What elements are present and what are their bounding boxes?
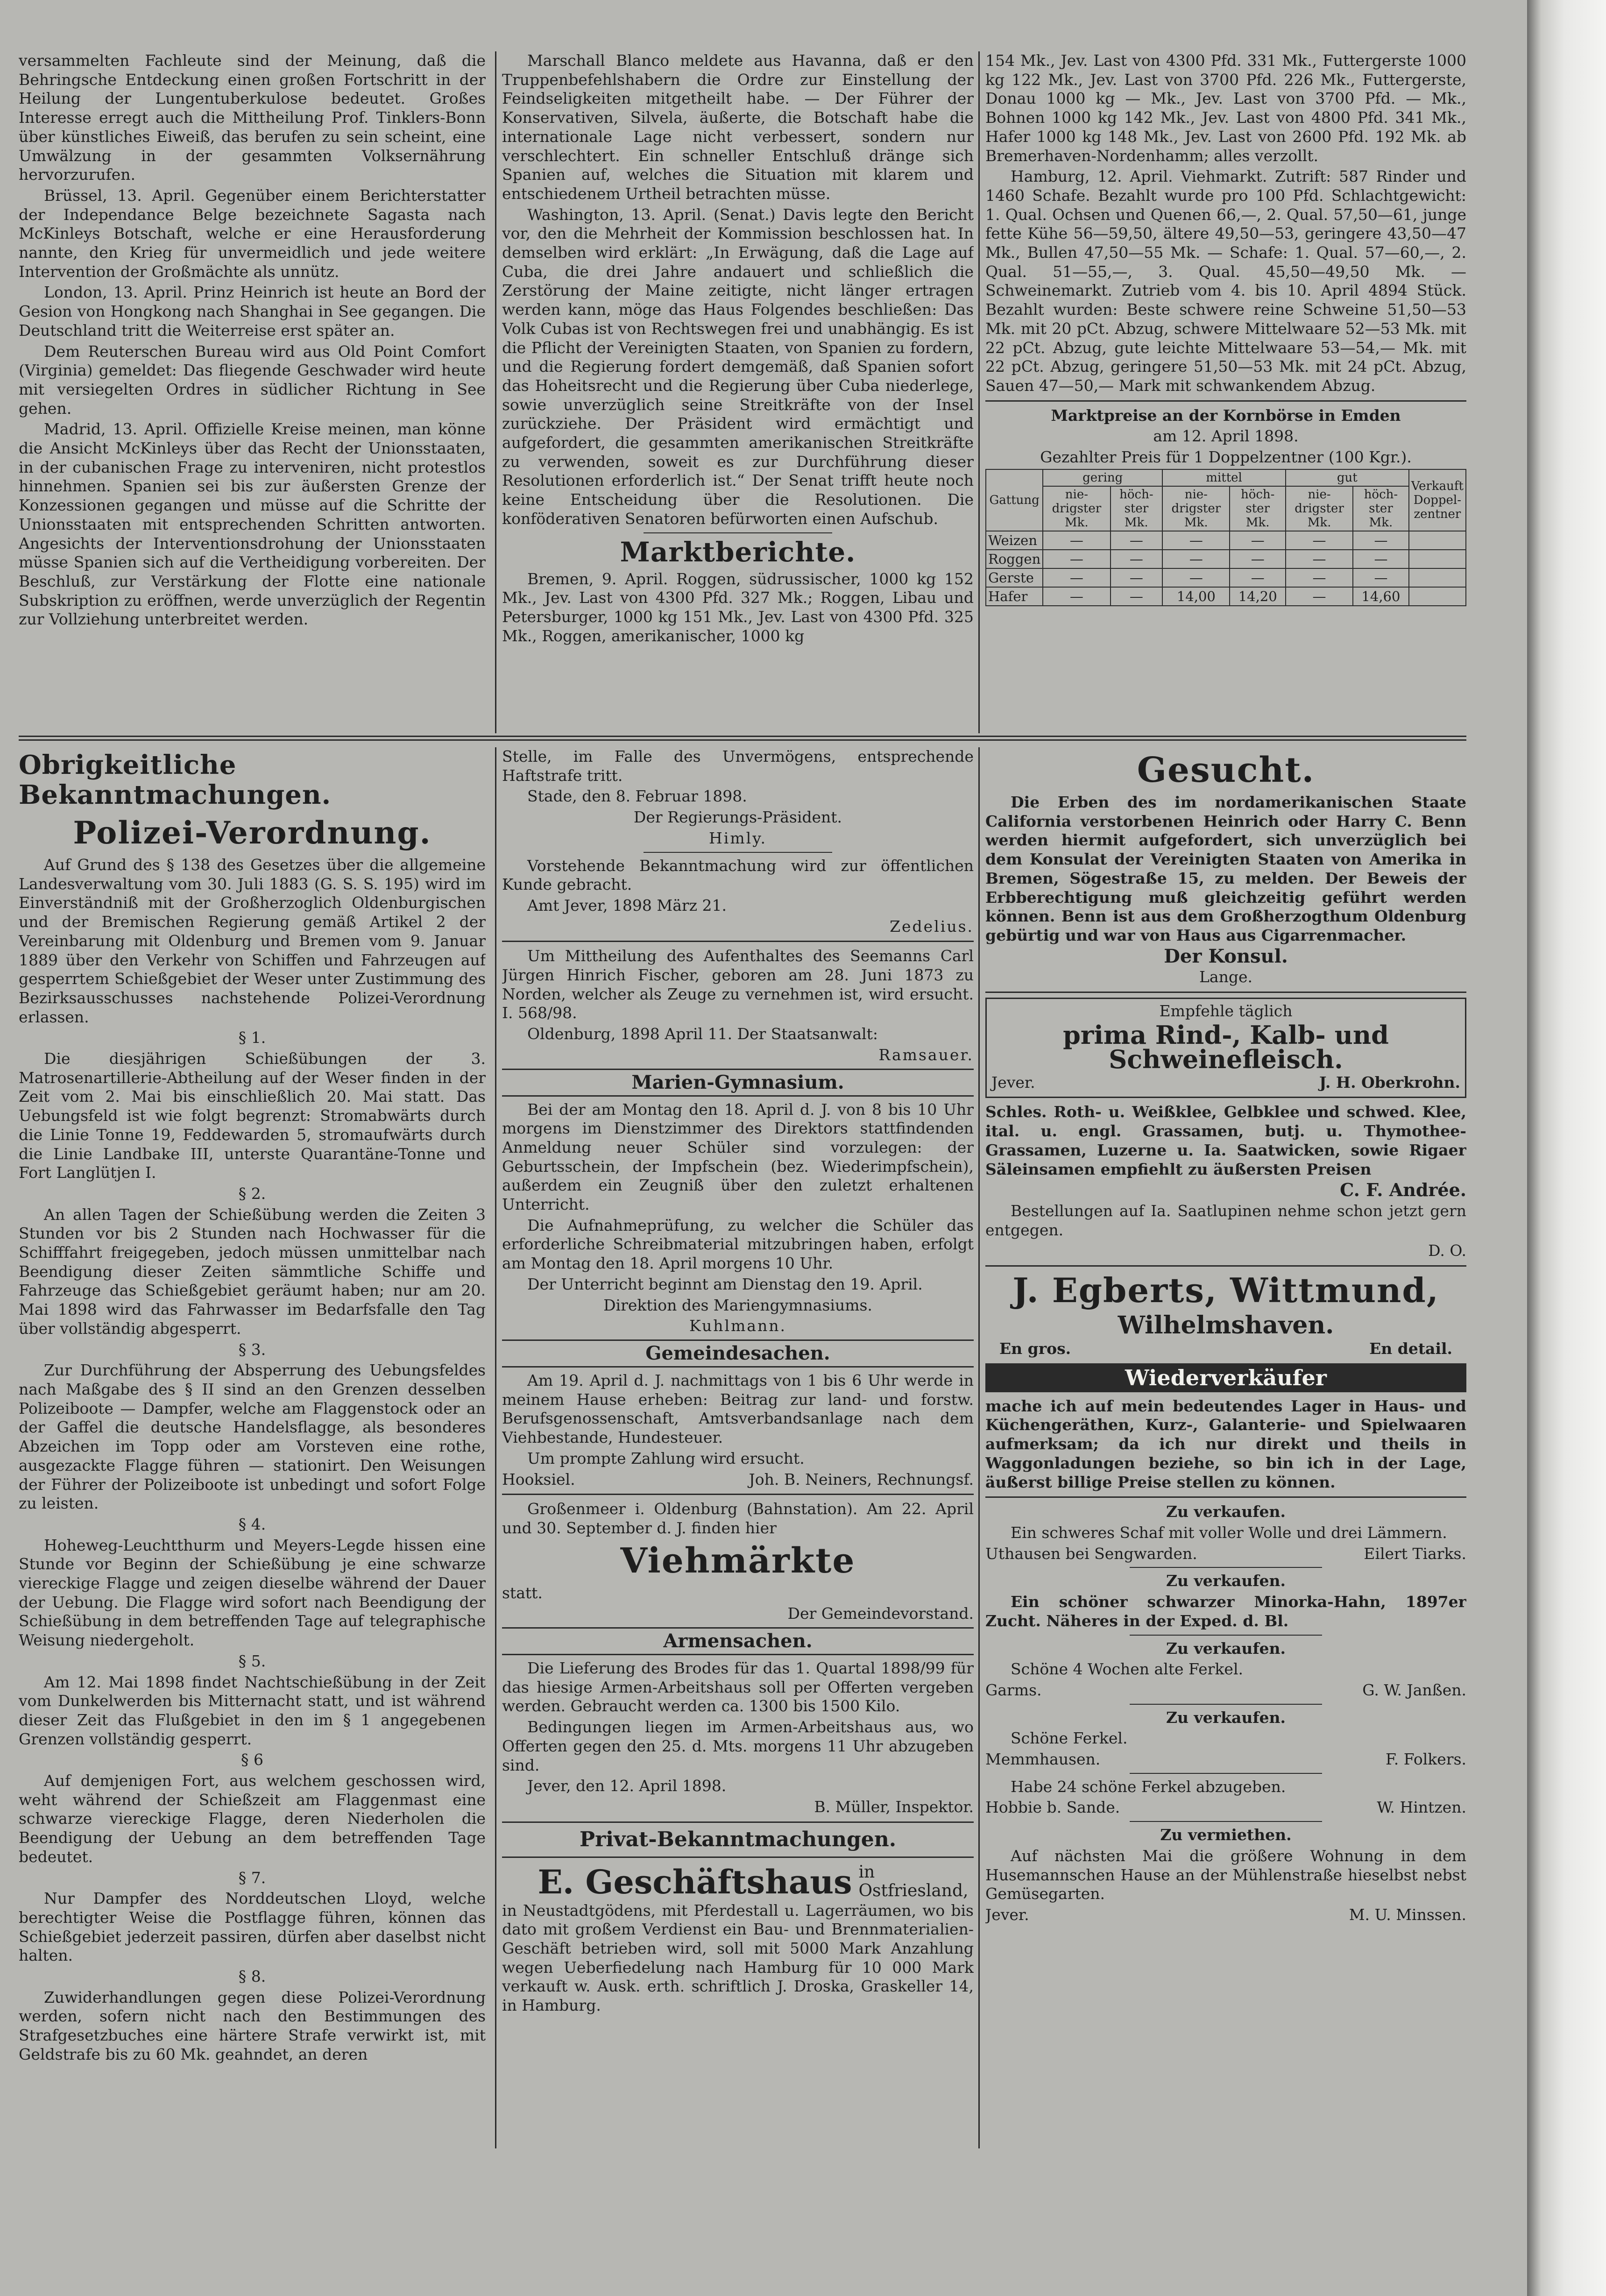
top-column-1 (19, 51, 486, 733)
table-cell: Weizen (986, 531, 1043, 550)
section-rule (502, 1857, 974, 1858)
geschaeftshaus-title: E. Geschäftshaus (538, 1862, 852, 1901)
signature-name: Lange. (1199, 968, 1252, 986)
paragraph-number: § 1. (238, 1028, 266, 1047)
signature-name: W. Hintzen. (1377, 1798, 1466, 1817)
table-cell: Gerste (986, 568, 1043, 587)
table-cell: — (1111, 550, 1163, 568)
table-cell: 14,00 (1162, 587, 1230, 606)
signature-line (985, 1798, 1466, 1817)
ad-text: Auf nächsten Mai die größere Wohnung in dem Husemannschen Hause an der Mühlenstraße hieselbst nebst Gemüsegarten. (985, 1846, 1466, 1903)
paragraph-text: Am 12. Mai 1898 findet Nachtschießübung in der Zeit vom Dunkelwerden bis Mitternacht statt, und ist während dieser Zeit das Flußgebiet in den im § 1 angegebenen Grenzen vollständig gesperrt. (19, 1672, 486, 1748)
paragraph-text: Hoheweg-Leuchtthurm und Meyers-Legde hissen eine Stunde vor Beginn der Schießübung je eine schwarze viereckige Flagge und zeigen dieselbe während der Dauer der Uebung. Die Flagge wird sofort nach Beendigung der Schießübung in dem betreffenden Tage auf telegraphische Weisung niedergeholt. (19, 1536, 486, 1650)
signature-place: Hooksiel. (502, 1470, 575, 1488)
signature-line (985, 1681, 1466, 1700)
column-rule (978, 747, 980, 2148)
table-cell: — (1353, 568, 1409, 587)
signature-place: Garms. (985, 1680, 1042, 1699)
signature-place: Jever. (985, 1905, 1029, 1924)
kornboerse-note: Gezahlter Preis für 1 Doppelzentner (100 Kgr.). (1040, 448, 1412, 467)
gesucht-heading: Gesucht. (1137, 750, 1315, 790)
section-rule (502, 941, 974, 942)
continuation-text: Stelle, im Falle des Unvermögens, entsprechende Haftstrafe tritt. (502, 747, 974, 785)
signature-date: Jever, den 12. April 1898. (527, 1777, 727, 1795)
notice-text: in Neustadtgödens, mit Pferdestall u. Lagerräumen, wo bis dato mit großem Verdienst ein Bau- und Brennmaterialien-Geschäft betrieben wird, soll mit 5000 Mark Anzahlung wegen Ueberfiedelung nach Hamburg für 10 000 Mark verkauft w. Ausk. erth. schriftlich J. Droska, Graskeller 14, in Hamburg. (502, 1901, 974, 2015)
table-subheader: höch-ster Mk. (1230, 486, 1285, 531)
signature-place: Hobbie b. Sande. (985, 1798, 1120, 1817)
table-header: gut (1286, 469, 1409, 486)
paragraph-text: Auf demjenigen Fort, aus welchem geschossen wird, weht während der Schießzeit am Flaggenmast eine schwarze viereckige Flagge, deren Niederholen die Beendigung der Uebung an dem betreffenden Tage bedeutet. (19, 1772, 486, 1866)
notice-text: Bedingungen liegen im Armen-Arbeitshaus aus, wo Offerten gegen den 25. d. Mts. morgens 11 Uhr abzugeben sind. (502, 1718, 974, 1774)
table-row (986, 587, 1466, 606)
table-header: Gattung (986, 469, 1043, 531)
signature-name: M. U. Minssen. (1349, 1905, 1466, 1924)
signature-name: D. O. (1428, 1241, 1466, 1260)
ad-box (985, 998, 1466, 1098)
bottom-column-1 (19, 747, 486, 2148)
paragraph-text: Die diesjährigen Schießübungen der 3. Matrosenartillerie-Abtheilung auf der Weser finden in der Zeit vom 2. Mai bis einschließlich 20. Mai statt. Das Uebungsfeld ist wie folgt begrenzt: Stromabwärts durch die Linie Tonne 19, Feddewarden 5, stromaufwärts durch die Linie Landbake III, unterste Quarantäne-Tonne und Fort Langlütjen I. (19, 1049, 486, 1182)
paragraph-number: § 5. (238, 1651, 266, 1670)
paragraph-number: § 7. (238, 1868, 266, 1887)
notice-text: Vorstehende Bekanntmachung wird zur öffentlichen Kunde gebracht. (502, 856, 974, 894)
table-subheader: nie-drigster Mk. (1286, 486, 1353, 531)
section-rule (1130, 1821, 1322, 1822)
paragraph-text: An allen Tagen der Schießübung werden die Zeiten 3 Stunden vor bis 2 Stunden nach Hochwasser für die Schifffahrt freigegeben, jedoch müssen unmittelbar nach Beendigung dieser Zeiten sämmtliche Schiffe und Fahrzeuge das Schießgebiet geräumt haben; nur am 20. Mai 1898 wird das Fahrwasser im Bedarfsfalle den Tag über vollständig abgesperrt. (19, 1205, 486, 1338)
signature-date: Amt Jever, 1898 März 21. (527, 896, 727, 914)
ad-heading: Zu vermiethen. (1160, 1826, 1292, 1844)
section-rule (644, 532, 832, 533)
top-col3-para: 154 Mk., Jev. Last von 4300 Pfd. 331 Mk., Futtergerste 1000 kg 122 Mk., Jev. Last von 3700 Pfd. 226 Mk., Futtergerste, Donau 1000 kg — Mk., Jev. Last von 3700 Pfd. — Mk., Bohnen 1000 kg 142 Mk., Jev. Last von 4800 Pfd. 341 Mk., Hafer 1000 kg 148 Mk., Jev. Last von 2600 Pfd. 192 Mk. ab Bremerhaven-Nordenhamm; alles verzollt. (985, 51, 1466, 165)
signature-name: Kuhlmann. (689, 1317, 786, 1335)
signature-line (502, 1470, 974, 1489)
signature-place: Jever. (991, 1073, 1035, 1091)
top-col1-para: Dem Reuterschen Bureau wird aus Old Point Comfort (Virginia) gemeldet: Das fliegende Geschwader wird heute mit versiegelten Ordres in südlicher Richtung in See gehen. (19, 342, 486, 418)
paragraph-number: § 8. (238, 1967, 266, 1986)
signature-name: F. Folkers. (1386, 1750, 1466, 1769)
ad-heading: Zu verkaufen. (1166, 1639, 1286, 1658)
section-rule (502, 1494, 974, 1495)
egberts-city: Wilhelmshaven. (1118, 1311, 1334, 1340)
signature-role: Der Konsul. (1164, 945, 1288, 967)
table-cell: 14,20 (1230, 587, 1285, 606)
table-row (986, 568, 1466, 587)
table-cell: — (1111, 587, 1163, 606)
paragraph-text: Nur Dampfer des Norddeutschen Lloyd, welche berechtigter Weise die Postflagge führen, können das Schießgebiet jederzeit passiren, dürfen aber daselbst nicht halten. (19, 1889, 486, 1965)
section-rule (1130, 1773, 1322, 1774)
ad-text: Schöne Ferkel. (1011, 1729, 1128, 1748)
top-col1-para: Madrid, 13. April. Offizielle Kreise meinen, man könne die Ansicht McKinleys über das Recht der Unionsstaaten, in der cubanischen Frage zu interveniren, nicht protestlos hinnehmen. Spanien sei bis zur äußersten Grenze der Konzessionen gegangen und müsse auf die Schritte der Unionsstaaten mit entsprechenden Schritten antworten. Angesichts der Interventionsdrohung der Unionsstaaten müsse Spanien sich auf die Vertheidigung vorbereiten. Der Beschluß, zur Verstärkung der Flotte eine nationale Subskription zu eröffnen, werde unverzüglich der Regentin zur Vollziehung unterbreitet werden. (19, 420, 486, 629)
notice-text: Die Erben des im nordamerikanischen Staate California verstorbenen Heinrich oder Harry C. Benn werden hiermit aufgefordert, sich unverzüglich bei dem Konsulat der Vereinigten Staaten von Amerika in Bremen, Sögestraße 15, zu melden. Der Beweis der Erbberechtigung muß gleichzeitig geführt werden können. Benn ist aus dem Großherzogthum Oldenburg gebürtig und war von Haus aus Cigarrenmacher. (985, 793, 1466, 944)
table-cell (1409, 568, 1466, 587)
wiederverkaeufer-banner: Wiederverkäufer (985, 1363, 1466, 1392)
signature-name: Joh. B. Neiners, Rechnungsf. (749, 1470, 974, 1488)
section-rule (644, 852, 832, 853)
section-rule (1130, 1635, 1322, 1636)
table-row (986, 531, 1466, 550)
ad-text: Bestellungen auf Ia. Saatlupinen nehme schon jetzt gern entgegen. (985, 1201, 1466, 1239)
section-rule (985, 400, 1466, 402)
section-rule (1130, 1567, 1322, 1568)
section-rule (985, 1496, 1466, 1498)
table-cell: — (1230, 568, 1285, 587)
section-rule (985, 992, 1466, 993)
signature-date: Oldenburg, 1898 April 11. Der Staatsanwalt: (527, 1025, 878, 1043)
paragraph-number: § 4. (238, 1515, 266, 1533)
signature-date: Stade, den 8. Februar 1898. (527, 787, 747, 806)
table-subheader: nie-drigster Mk. (1043, 486, 1110, 531)
table-cell: — (1111, 531, 1163, 550)
table-cell: Hafer (986, 587, 1043, 606)
table-cell: — (1230, 550, 1285, 568)
ad-text: mache ich auf mein bedeutendes Lager in Haus- und Küchengeräthen, Kurz-, Galanterie- und Spielwaaren aufmerksam; da ich nur direkt und theils in Waggonladungen beziehe, so bin ich in der Lage, äußerst billige Preise stellen zu können. (985, 1396, 1466, 1491)
table-subheader: höch-ster Mk. (1111, 486, 1163, 531)
table-cell: — (1043, 587, 1110, 606)
column-rule (978, 51, 980, 733)
paragraph-number: § 6 (241, 1750, 263, 1769)
page-divider (19, 736, 1466, 737)
section-heading: Marien-Gymnasium. (502, 1069, 974, 1097)
notice-text: Um Mittheilung des Aufenthaltes des Seemanns Carl Jürgen Hinrich Fischer, geboren am 28. Juni 1873 zu Norden, welcher als Zeuge zu vernehmen ist, wird ersucht. I. 568/98. (502, 947, 974, 1022)
signature-name: J. H. Oberkrohn. (1319, 1073, 1460, 1091)
table-header: gering (1043, 469, 1162, 486)
egberts-heading: J. Egberts, Wittmund, (1012, 1270, 1439, 1311)
table-cell: — (1353, 531, 1409, 550)
table-cell: — (1162, 531, 1230, 550)
top-col2-para: Washington, 13. April. (Senat.) Davis legte den Bericht vor, den die Mehrheit der Kommission beschlossen hat. In demselben wird erklärt: „In Erwägung, daß die Lage auf Cuba, die drei Jahre andauert und schließlich die Zerstörung der Maine zeitigte, nicht länger ertragen werden kann, möge das Haus Folgendes beschließen: Das Volk Cubas ist von Rechtswegen frei und unabhängig. Es ist die Pflicht der Vereinigten Staaten, von Spanien zu fordern, und die Regierung fordert demgemäß, daß Spanien sofort das Hoheitsrecht und die Regierung über Cuba niederlege, sowie unverzüglich seine Streitkräfte von der Insel zurückziehe. Der Präsident wird ermächtigt und aufgefordert, die gesammten amerikanischen Streitkräfte zu verwenden, soweit es zur Durchführung dieser Resolutionen erforderlich ist.“ Der Senat trifft heute noch keine Entscheidung über die Resolutionen. Die konföderativen Senatoren befürworten einen Aufschub. (502, 205, 974, 528)
notice-text: Um prompte Zahlung wird ersucht. (527, 1449, 805, 1467)
section-heading: Gemeindesachen. (502, 1339, 974, 1368)
signature-name: G. W. Janßen. (1362, 1680, 1466, 1699)
table-subheader: höch-ster Mk. (1353, 486, 1409, 531)
paragraph-number: § 3. (238, 1340, 266, 1359)
notice-text: Die Aufnahmeprüfung, zu welcher die Schüler das erforderliche Schreibmaterial mitzubringen haben, erfolgt am Montag den 18. April morgens 10 Uhr. (502, 1216, 974, 1273)
notice-text: Der Unterricht beginnt am Dienstag den 19. April. (527, 1275, 923, 1293)
endetail-label: En detail. (1369, 1339, 1452, 1358)
kornboerse-date: am 12. April 1898. (1153, 427, 1299, 446)
table-cell: — (1043, 531, 1110, 550)
signature-line (985, 1906, 1466, 1925)
viehmaerkte-heading: Viehmärkte (620, 1540, 856, 1581)
table-cell: — (1353, 550, 1409, 568)
table-cell: — (1286, 568, 1353, 587)
signature-name: Zedelius. (890, 917, 974, 935)
top-col2-para: Marschall Blanco meldete aus Havanna, daß er den Truppenbefehlshabern die Ordre zur Einstellung der Feindseligkeiten mitgetheilt habe. — Der Führer der Konservativen, Silvela, äußerte, die Botschaft habe die internationale Lage nicht verbessert, sondern nur verschlechtert. Ein schneller Entschluß dränge sich Spanien auf, welches die Situation mit klarem und entschiedenem Urtheil betrachten müsse. (502, 51, 974, 203)
top-col3-para: Hamburg, 12. April. Viehmarkt. Zutrift: 587 Rinder und 1460 Schafe. Bezahlt wurde pro 100 Pfd. Schlachtgewicht: 1. Qual. Ochsen und Quenen 66,—, 2. Qual. 57,50—61, junge fette Kühe 56—59,50, ältere 49,50—53, geringere 43,50—47 Mk., Bullen 47,50—55 Mk. — Schafe: 1. Qual. 57—60,—, 2. Qual. 51—55,—, 3. Qual. 45,50—49,50 Mk. — Schweinemarkt. Zutrieb vom 4. bis 10. April 4894 Stück. Bezahlt wurden: Beste schwere reine Schweine 51,50—53 Mk. mit 20 pCt. Abzug, schwere Mittelwaare 52—53 Mk. mit 22 pCt. Abzug, gute leichte Mittelwaare 53—54,— Mk. mit 22 pCt. Abzug, geringere 51,50—53 Mk. mit 24 pCt. Abzug, Sauen 47—50,— Mark mit schwankendem Abzug. (985, 167, 1466, 395)
ad-text: Schles. Roth- u. Weißklee, Gelbklee und schwed. Klee, ital. u. engl. Grassamen, butj. u. Thymothee-Grassamen, Luzerne u. Ia. Saatwicken, sowie Rigaer Säleinsamen empfiehlt zu äußersten Preisen (985, 1103, 1466, 1178)
notice-text: Großenmeer i. Oldenburg (Bahnstation). Am 22. April und 30. September d. J. finden hier (502, 1500, 974, 1537)
table-cell (1409, 550, 1466, 568)
table-header: Verkauft Doppel-zentner (1409, 469, 1466, 531)
column-rule (495, 747, 496, 2148)
table-cell (1409, 531, 1466, 550)
verordnung-intro: Auf Grund des § 138 des Gesetzes über die allgemeine Landesverwaltung vom 30. Juli 1883 (G. S. S. 195) wird im Einverständniß mit der Großherzoglich Oldenburgischen und der Bremischen Regierung gemäß Artikel 2 der Vereinbarung mit Oldenburg und Bremen vom 9. Januar 1889 über den Verkehr von Schiffen und Fahrzeugen auf gesperrtem Schießgebiet der Weser unter Zustimmung des Bezirksausschusses nachstehende Polizei-Verordnung erlassen. (19, 856, 486, 1026)
notice-text: Am 19. April d. J. nachmittags von 1 bis 6 Uhr werde in meinem Hause erheben: Beitrag zur land- und forstw. Berufsgenossenschaft, Amtsverbandsanlage nach dem Viehbestande, Hundesteuer. (502, 1371, 974, 1447)
table-subheader: nie-drigster Mk. (1162, 486, 1230, 531)
table-cell (1409, 587, 1466, 606)
ad-heading: Zu verkaufen. (1166, 1572, 1286, 1590)
verordnung-title: Polizei-Verordnung. (73, 815, 432, 851)
column-rule (495, 51, 496, 733)
egberts-line (985, 1339, 1466, 1359)
signature-place: Memmhausen. (985, 1750, 1101, 1769)
private-header: Privat-Bekanntmachungen. (579, 1827, 897, 1851)
table-row (986, 550, 1466, 568)
signature-name: B. Müller, Inspektor. (814, 1797, 974, 1816)
markt-title: Marktberichte. (620, 536, 856, 568)
table-cell: — (1286, 587, 1353, 606)
table-cell: — (1162, 550, 1230, 568)
ad-heading: prima Rind-, Kalb- und Schweinefleisch. (1063, 1020, 1389, 1074)
top-col1-para: Brüssel, 13. April. Gegenüber einem Berichterstatter der Independance Belge bezeichnete Sagasta nach McKinleys Botschaft, welche er eine Herausforderung nannte, den Krieg für unvermeidlich und jede weitere Intervention der Großmächte als unnütz. (19, 186, 486, 281)
bottom-column-2 (502, 747, 974, 2148)
table-header: mittel (1162, 469, 1286, 486)
section-rule (985, 1265, 1466, 1267)
notice-text: Die Lieferung des Brodes für das 1. Quartal 1898/99 für das hiesige Armen-Arbeitshaus soll per Offerten vergeben werden. Gebraucht werden ca. 1300 bis 1500 Kilo. (502, 1659, 974, 1715)
paragraph-number: § 2. (238, 1184, 266, 1203)
kornboerse-title: Marktpreise an der Kornbörse in Emden (1051, 406, 1401, 425)
ad-text: Ein schöner schwarzer Minorka-Hahn, 1897er Zucht. Näheres in der Exped. d. Bl. (985, 1593, 1466, 1630)
price-table (985, 469, 1466, 606)
signature-name: Eilert Tiarks. (1364, 1544, 1466, 1563)
top-col1-para: London, 13. April. Prinz Heinrich ist heute an Bord der Gesion von Hongkong nach Shanghai in See gegangen. Die Deutschland tritt die Weiterreise erst später an. (19, 283, 486, 340)
table-cell: — (1162, 568, 1230, 587)
section-rule (1130, 1704, 1322, 1705)
table-cell: 14,60 (1353, 587, 1409, 606)
table-cell: — (1230, 531, 1285, 550)
page-divider (19, 739, 1466, 741)
ad-text: Empfehle täglich (1159, 1002, 1293, 1020)
top-column-3 (985, 51, 1466, 733)
paragraph-text: Zuwiderhandlungen gegen diese Polizei-Verordnung werden, sofern nicht nach den Bestimmungen des Strafgesetzbuches eine härtere Strafe verwirkt ist, mit Geldstrafe bis zu 60 Mk. geahndet, an deren (19, 1988, 486, 2063)
signature-name: Ramsauer. (878, 1045, 974, 1064)
signature-line (991, 1073, 1460, 1092)
signature-place: Uthausen bei Sengwarden. (985, 1544, 1197, 1563)
table-cell: — (1286, 531, 1353, 550)
notice-text: statt. (502, 1583, 543, 1602)
section-rule (502, 1821, 974, 1823)
top-col1-para: versammelten Fachleute sind der Meinung, daß die Behringsche Entdeckung einen großen Fortschritt in der Heilung der Lungentuberkulose bedeutet. Großes Interesse erregt auch die Mittheilung Prof. Tinklers-Bonn über künstliches Eiweiß, das berufen zu sein scheint, eine Umwälzung in der gesammten Volksernährung hervorzurufen. (19, 51, 486, 184)
section-heading: Armensachen. (502, 1627, 974, 1655)
table-cell: — (1043, 550, 1110, 568)
ad-text: Ein schweres Schaf mit voller Wolle und drei Lämmern. (1011, 1523, 1447, 1542)
markt-text: Bremen, 9. April. Roggen, südrussischer, 1000 kg 152 Mk., Jev. Last von 4300 Pfd. 327 Mk.; Roggen, Libau und Petersburger, 1000 kg 151 Mk., Jev. Last von 4300 Pfd. 325 Mk., Roggen, amerikanischer, 1000 kg (502, 569, 974, 645)
paragraph-text: Zur Durchführung der Absperrung des Uebungsfeldes nach Maßgabe des § II sind an den Grenzen desselben Polizeiboote — Dampfer, welche am Flaggenstock oder an der Gaffel die deutsche Handelsflagge, als besonderes Abzeichen im Topp oder am Vorsteven eine rothe, ausgezackte Flagge führen — stationirt. Den Weisungen der Führer der Polizeiboote ist unbedingt und sofort Folge zu leisten. (19, 1361, 486, 1513)
bottom-column-3 (985, 747, 1466, 2148)
signature-role: Der Regierungs-Präsident. (633, 808, 842, 827)
geschaeftshaus-heading (502, 1863, 974, 1901)
signature-role: Der Gemeindevorstand. (787, 1604, 974, 1623)
ad-text: Schöne 4 Wochen alte Ferkel. (1011, 1660, 1243, 1679)
signature-line (985, 1545, 1466, 1564)
table-cell: Roggen (986, 550, 1043, 568)
table-cell: — (1286, 550, 1353, 568)
signature-line (985, 1750, 1466, 1769)
signature-name: Himly. (709, 829, 767, 847)
ad-heading: Zu verkaufen. (1166, 1502, 1286, 1521)
table-cell: — (1111, 568, 1163, 587)
table-cell: — (1043, 568, 1110, 587)
top-column-2 (502, 51, 974, 733)
ad-text: Habe 24 schöne Ferkel abzugeben. (1011, 1777, 1286, 1796)
engros-label: En gros. (999, 1339, 1071, 1358)
geschaeftshaus-location: in Ostfriesland, (858, 1863, 969, 1901)
signature-name: C. F. Andrée. (1340, 1179, 1466, 1201)
notice-text: Bei der am Montag den 18. April d. J. von 8 bis 10 Uhr morgens im Dienstzimmer des Direktors stattfindenden Anmeldung neuer Schüler sind vorzulegen: der Geburtsschein, der Impfschein (bez. Wiederimpfschein), außerdem ein Zeugniß über den zuletzt erhaltenen Unterricht. (502, 1100, 974, 1214)
page-edge-shadow (1527, 0, 1606, 2296)
signature-role: Direktion des Mariengymnasiums. (603, 1296, 872, 1314)
ad-heading: Zu verkaufen. (1166, 1708, 1286, 1727)
official-header: Obrigkeitliche Bekanntmachungen. (19, 750, 332, 810)
